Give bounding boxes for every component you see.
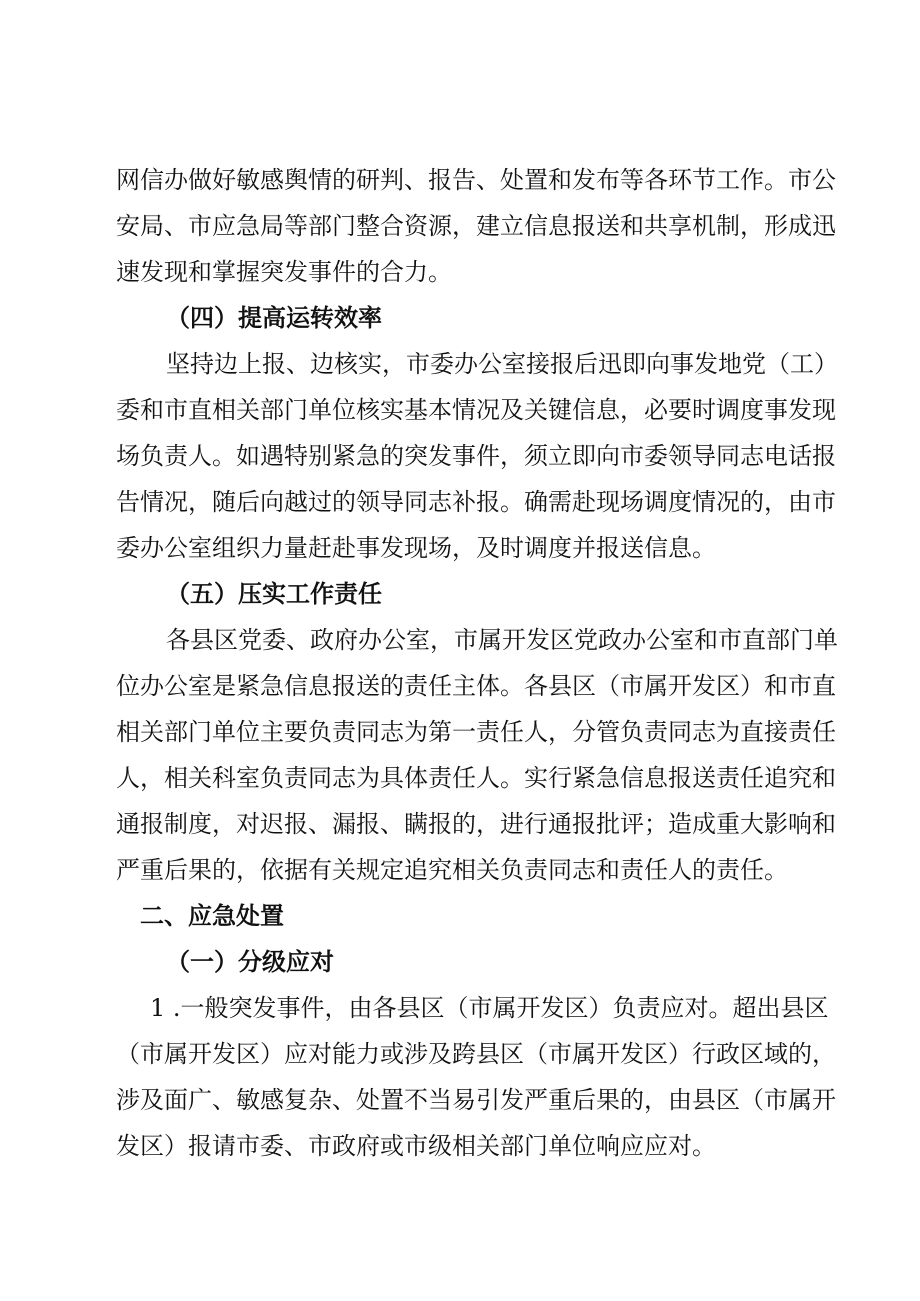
paragraph-line: 位办公室是紧急信息报送的责任主体。各县区（市属开发区）和市直 <box>116 672 836 700</box>
subsection-heading: （一）分级应对 <box>166 947 334 976</box>
paragraph-line: 告情况，随后向越过的领导同志补报。确需赴现场调度情况的，由市 <box>116 488 836 516</box>
paragraph-line: 委办公室组织力量赶赴事发现场，及时调度并报送信息。 <box>116 534 716 562</box>
subsection-heading: （五）压实工作责任 <box>166 579 382 608</box>
paragraph-line: 1 .一般突发事件，由各县区（市属开发区）负责应对。超出县区 <box>150 994 829 1022</box>
paragraph-line: 涉及面广、敏感复杂、处置不当易引发严重后果的，由县区（市属开 <box>116 1086 836 1114</box>
paragraph-line: 通报制度，对迟报、漏报、瞒报的，进行通报批评；造成重大影响和 <box>116 810 836 838</box>
paragraph-line: （市属开发区）应对能力或涉及跨县区（市属开发区）行政区域的， <box>116 1040 836 1068</box>
paragraph-line: 相关部门单位主要负责同志为第一责任人，分管负责同志为直接责任 <box>116 718 836 746</box>
paragraph-line: 发区）报请市委、市政府或市级相关部门单位响应应对。 <box>116 1132 716 1160</box>
paragraph-line: 严重后果的，依据有关规定追究相关负责同志和责任人的责任。 <box>116 856 788 884</box>
paragraph-line: 速发现和掌握突发事件的合力。 <box>116 258 452 286</box>
paragraph-line: 场负责人。如遇特别紧急的突发事件，须立即向市委领导同志电话报 <box>116 442 836 470</box>
paragraph-line: 网信办做好敏感舆情的研判、报告、处置和发布等各环节工作。市公 <box>116 166 836 194</box>
subsection-heading: （四）提高运转效率 <box>166 303 382 332</box>
paragraph-line: 坚持边上报、边核实，市委办公室接报后迅即向事发地党（工） <box>166 350 838 378</box>
section-heading: 二、应急处置 <box>140 901 284 930</box>
paragraph-line: 委和市直相关部门单位核实基本情况及关键信息，必要时调度事发现 <box>116 396 836 424</box>
paragraph-line: 安局、市应急局等部门整合资源，建立信息报送和共享机制，形成迅 <box>116 212 836 240</box>
paragraph-line: 人，相关科室负责同志为具体责任人。实行紧急信息报送责任追究和 <box>116 764 836 792</box>
paragraph-line: 各县区党委、政府办公室，市属开发区党政办公室和市直部门单 <box>166 626 838 654</box>
